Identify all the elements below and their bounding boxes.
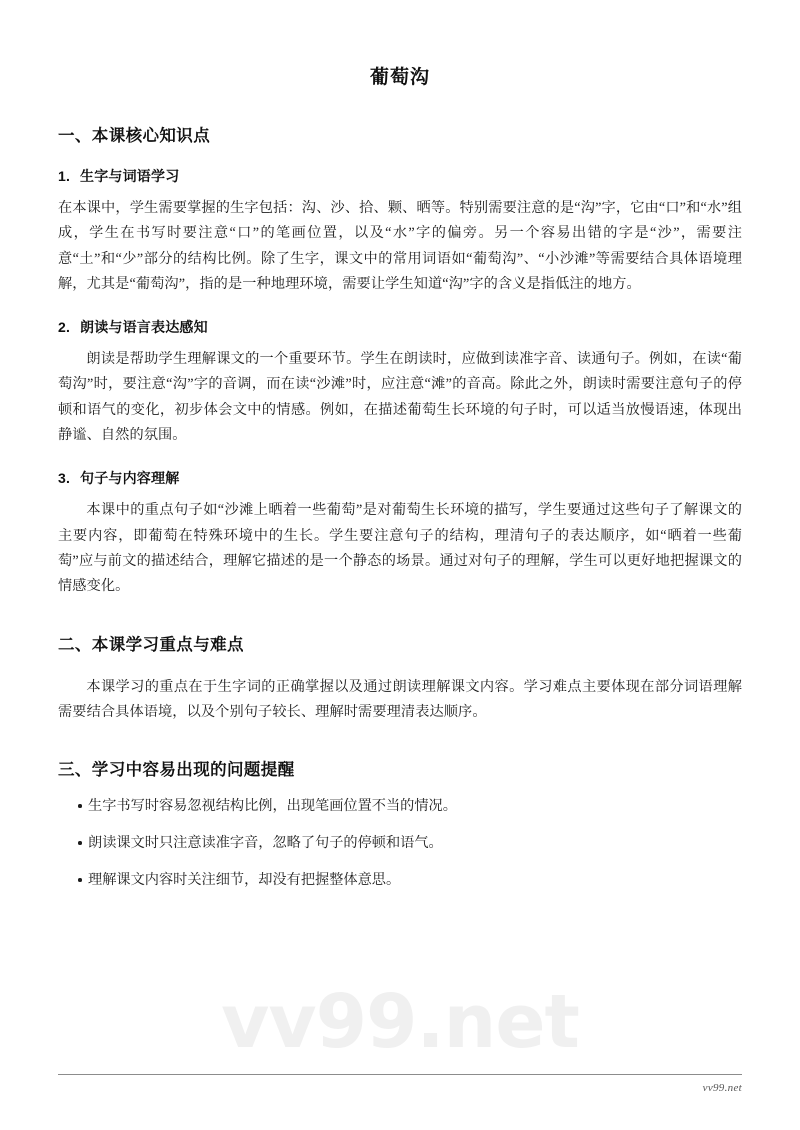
- footer-source-label: vv99.net: [702, 1082, 742, 1094]
- page-title: 葡萄沟: [369, 67, 430, 88]
- subsection-paragraph-1-1: 在本课中，学生需要掌握的生字包括：沟、沙、拾、颗、晒等。特别需要注意的是“沟”字，它由“口”和“水”组成，学生在书写时要注意“口”的笔画位置，以及“水”字的偏旁。另一个容易出错的字是“沙”，需要注意“土”和“少”部分的结构比例。除了生字，课文中的常用词语如“葡萄沟”、“小沙滩”等需要结合具体语境理解，尤其是“葡萄沟”，指的是一种地理环境，需要让学生知道“沟”字的含义是指低注的地方。: [58, 200, 742, 292]
- page-watermark: vv99.net: [221, 979, 579, 1065]
- list-item: [58, 833, 742, 854]
- document-content: [58, 0, 742, 907]
- subsection-paragraph-1-3: 本课中的重点句子如“沙滩上晒着一些葡萄”是对葡萄生长环境的描写，学生要通过这些句子了解课文的主要内容，即葡萄在特殊环境中的生长。学生要注意句子的结构，理清句子的表达顺序，如“晒着一些葡萄”应与前文的描述结合，理解它描述的是一个静态的场景。通过对句子的理解，学生可以更好地把握课文的情感变化。: [58, 502, 742, 595]
- section-heading-1: 一、本课核心知识点: [58, 127, 211, 145]
- section-paragraph-2: 本课学习的重点在于生字词的正确掌握以及通过朗读理解课文内容。学习难点主要体现在部分词语理解需要结合具体语境，以及个别句子较长、理解时需要理清表达顺序。: [58, 678, 742, 720]
- list-item-text: 生字书写时容易忽视结构比例，出现笔画位置不当的情况。: [88, 798, 457, 815]
- subsection-number-1-2: 2.: [58, 319, 71, 336]
- section-heading-3: 三、学习中容易出现的问题提醒: [58, 761, 295, 780]
- subsection-heading-1-1: [58, 166, 742, 186]
- subsection-label-1-1: 生字与词语学习: [80, 168, 180, 184]
- list-item: [58, 870, 742, 891]
- footer-divider: [58, 1074, 742, 1075]
- subsection-heading-1-2: [58, 317, 742, 337]
- bullet-dot-icon: [78, 804, 82, 808]
- bullet-dot-icon: [78, 878, 82, 882]
- subsection-label-1-2: 朗读与语言表达感知: [80, 319, 208, 336]
- subsection-label-1-3: 句子与内容理解: [80, 470, 180, 487]
- problem-reminder-list: [58, 796, 742, 891]
- list-item: [58, 796, 742, 817]
- list-item-text: 朗读课文时只注意读准字音，忽略了句子的停顿和语气。: [88, 835, 443, 852]
- section-heading-2: 二、本课学习重点与难点: [58, 635, 244, 654]
- subsection-number-1-1: 1.: [58, 168, 71, 184]
- subsection-paragraph-1-2: 朗读是帮助学生理解课文的一个重要环节。学生在朗读时，应做到读准字音、读通句子。例如，在读“葡萄沟”时，要注意“沟”字的音调，而在读“沙滩”时，应注意“滩”的音高。除此之外，朗读时需要注意句子的停顿和语气的变化，初步体会文中的情感。例如，在描述葡萄生长环境的句子时，可以适当放慢语速，体现出静谧、自然的氛围。: [58, 351, 742, 444]
- bullet-dot-icon: [78, 841, 82, 845]
- subsection-number-1-3: 3.: [58, 470, 71, 487]
- subsection-heading-1-3: [58, 468, 742, 488]
- list-item-text: 理解课文内容时关注细节，却没有把握整体意思。: [88, 872, 401, 889]
